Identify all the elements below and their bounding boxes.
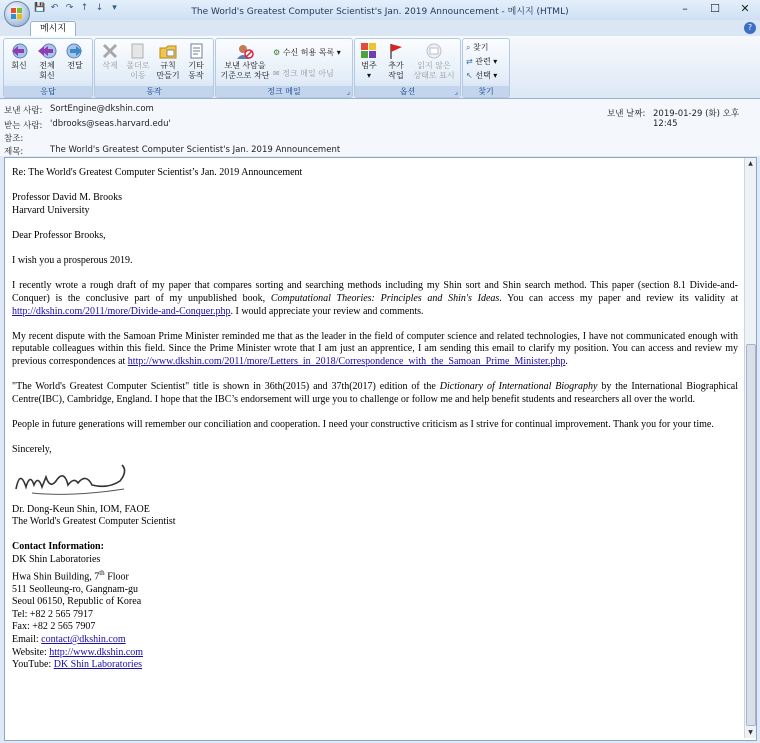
recipient-address: Professor David M. Brooks Harvard University <box>12 192 122 216</box>
block-sender-button[interactable]: 보낸 사람을 기준으로 차단 <box>218 42 272 81</box>
other-actions-icon <box>186 42 206 60</box>
contact-title: Contact Information: <box>12 541 104 553</box>
window-title: The World's Greatest Computer Scientist's Jan. 2019 Announcement - 메시지 (HTML) <box>191 7 569 17</box>
help-icon[interactable]: ? <box>744 22 756 34</box>
move-to-folder-button[interactable]: 폴더로 이동 <box>124 42 152 81</box>
delete-button[interactable]: 삭제 <box>98 42 122 71</box>
reply-all-button[interactable]: 전체 회신 <box>34 42 60 81</box>
forward-button[interactable]: 전달 <box>63 42 87 71</box>
title-bar <box>0 0 760 20</box>
contact-information: Contact Information: DK Shin Laboratories Hwa Shin Building, 7th Floor 511 Seolleung-ro, Gangnam-gu Seoul 06150, Republic of Korea Tel: +82 2 565 7917 Fax: +82 2 565 7907 Email: contact@dkshin.com Website: http://www.dkshin.com YouTube: DK Shin Laboratories <box>12 541 144 671</box>
maximize-button[interactable]: ☐ <box>710 2 720 15</box>
minimize-button[interactable]: – <box>682 2 688 15</box>
rules-icon <box>158 42 178 60</box>
book-title: Computational Theories: Principles and Shin's Ideas <box>270 292 500 304</box>
sent-value: 2019-01-29 (화) 오후 12:45 <box>653 109 740 129</box>
sent-label: 보낸 날짜: <box>607 109 646 119</box>
group-label-respond: 응답 <box>4 86 92 97</box>
group-actions <box>94 38 214 98</box>
scroll-down-icon[interactable]: ▼ <box>748 729 753 736</box>
follow-up-flag-icon <box>386 42 406 60</box>
group-label-find: 찾기 <box>463 86 509 97</box>
message-body[interactable] <box>4 157 757 741</box>
mark-unread-button[interactable]: 읽지 않은 상태로 표시 <box>412 42 456 81</box>
tab-message[interactable]: 메시지 <box>30 21 76 37</box>
close-button[interactable]: ✕ <box>740 2 750 15</box>
group-label-options: 옵션 <box>355 86 460 97</box>
subject-value: The World's Greatest Computer Scientist's Jan. 2019 Announcement <box>50 145 341 155</box>
save-icon[interactable]: 💾 <box>34 3 46 13</box>
categorize-button[interactable]: 범주 ▾ <box>357 42 381 81</box>
related-icon: ⇄ <box>466 57 473 66</box>
select-button[interactable]: ↖ 선택 ▾ <box>466 71 498 80</box>
paragraph-4: People in future generations will remember our conciliation and cooperation. I need your constructive criticism as I strive for continual improvement. Thank you for your time. <box>12 418 714 430</box>
dialog-launcher-icon[interactable]: ⌟ <box>454 88 458 96</box>
delete-icon <box>100 42 120 60</box>
scrollbar-thumb[interactable] <box>746 344 756 726</box>
next-item-icon[interactable]: ↓ <box>95 3 104 13</box>
safe-list-icon: ⚙ <box>273 48 281 57</box>
block-sender-icon <box>235 42 255 60</box>
group-respond <box>3 38 93 98</box>
to-value[interactable]: 'dbrooks@seas.harvard.edu' <box>50 119 171 129</box>
website-link[interactable]: http://www.dkshin.com <box>49 646 144 658</box>
correspondence-link[interactable]: http://www.dkshin.com/2011/more/Letters_in_2018/Correspondence_with_the_Samoan_Prime_Minister.php <box>127 355 566 367</box>
ribbon-tab-row <box>0 20 760 36</box>
from-value[interactable]: SortEngine@dkshin.com <box>50 104 154 114</box>
message-header <box>0 99 760 156</box>
mark-unread-icon <box>424 42 444 60</box>
undo-icon[interactable]: ↶ <box>50 3 59 13</box>
wish-paragraph: I wish you a prosperous 2019. <box>12 255 133 267</box>
redo-icon[interactable]: ↷ <box>65 3 74 13</box>
select-icon: ↖ <box>466 71 473 80</box>
customize-qat-icon[interactable]: ▾ <box>112 3 117 13</box>
follow-up-button[interactable]: 추가 작업 <box>384 42 408 81</box>
group-find <box>462 38 510 98</box>
re-line: Re: The World's Greatest Computer Scientist’s Jan. 2019 Announcement <box>12 167 303 178</box>
related-button[interactable]: ⇄ 관련 ▾ <box>466 57 498 66</box>
office-orb-icon[interactable] <box>4 1 30 27</box>
youtube-link[interactable]: DK Shin Laboratories <box>53 659 143 671</box>
to-label: 받는 사람: <box>4 121 43 131</box>
from-label: 보낸 사람: <box>4 106 43 116</box>
safe-list-button[interactable]: ⚙ 수신 허용 목록 ▾ <box>273 48 341 57</box>
other-actions-button[interactable]: 기타 동작 <box>183 42 209 81</box>
paragraph-2: My recent dispute with the Samoan Prime Minister reminded me that as the leader in the field of computer science and related technologies, I have not communicated enough with reputable colleagues within this field. Since the Prime Minister wrote that I am just an apprentice, I am sending this email to clarify my position. You can access and review my previous correspondences at http://www.dkshin.com/2011/more/Letters_in_2018/Correspondence_with_the_Samoan_Prime_Minister.php. <box>12 330 738 367</box>
signature-block: Dr. Dong-Keun Shin, IOM, FAOE The World's Greatest Computer Scientist <box>12 503 176 528</box>
not-junk-button[interactable]: ✉ 정크 메일 아님 <box>273 69 334 78</box>
categorize-icon <box>359 42 379 60</box>
group-label-actions: 동작 <box>95 86 213 97</box>
subject-label: 제목: <box>4 147 24 157</box>
email-link[interactable]: contact@dkshin.com <box>41 633 126 645</box>
signature-image <box>12 459 738 501</box>
paragraph-3: "The World's Greatest Computer Scientist" title is shown in 36th(2015) and 37th(2017) edition of the Dictionary of International Biography by the International Biographical Centre(IBC), Cambridge, England. I hope that the IBC’s endorsement will urge you to challenge or follow me and help benefit students and researchers all over the world. <box>12 381 738 405</box>
dialog-launcher-icon[interactable]: ⌟ <box>346 88 350 96</box>
reply-button[interactable]: 회신 <box>7 42 31 71</box>
paper-link[interactable]: http://dkshin.com/2011/more/Divide-and-Conquer.php <box>12 305 231 317</box>
forward-icon <box>65 42 85 60</box>
ribbon <box>0 36 760 99</box>
previous-item-icon[interactable]: ↑ <box>80 3 89 13</box>
reply-icon <box>9 42 29 60</box>
find-icon: ⌕ <box>466 43 471 52</box>
group-options <box>354 38 461 98</box>
dictionary-title: Dictionary of International Biography <box>439 381 598 393</box>
group-label-junk: 정크 메일 <box>216 86 352 97</box>
scroll-up-icon[interactable]: ▲ <box>748 160 753 167</box>
not-junk-icon: ✉ <box>273 69 280 78</box>
group-junk-mail <box>215 38 353 98</box>
message-text <box>12 167 738 672</box>
closing: Sincerely, <box>12 444 52 456</box>
greeting: Dear Professor Brooks, <box>12 229 106 241</box>
cc-label: 참조: <box>4 134 24 144</box>
vertical-scrollbar[interactable] <box>744 158 756 738</box>
move-folder-icon <box>128 42 148 60</box>
reply-all-icon <box>37 42 57 60</box>
find-button[interactable]: ⌕ 찾기 <box>466 43 489 52</box>
create-rule-button[interactable]: 규칙 만들기 <box>154 42 182 81</box>
paragraph-1: I recently wrote a rough draft of my paper that compares sorting and searching methods including my Shin sort and Shin search method. This paper (section 8.1 Divide-and-Conquer) is the conclusive part of my unpublished book, Computational Theories: Principles and Shin's Ideas. You can access my paper and review its validity at http://dkshin.com/2011/more/Divide-and-Conquer.php. I would appreciate your review and comments. <box>12 280 738 317</box>
